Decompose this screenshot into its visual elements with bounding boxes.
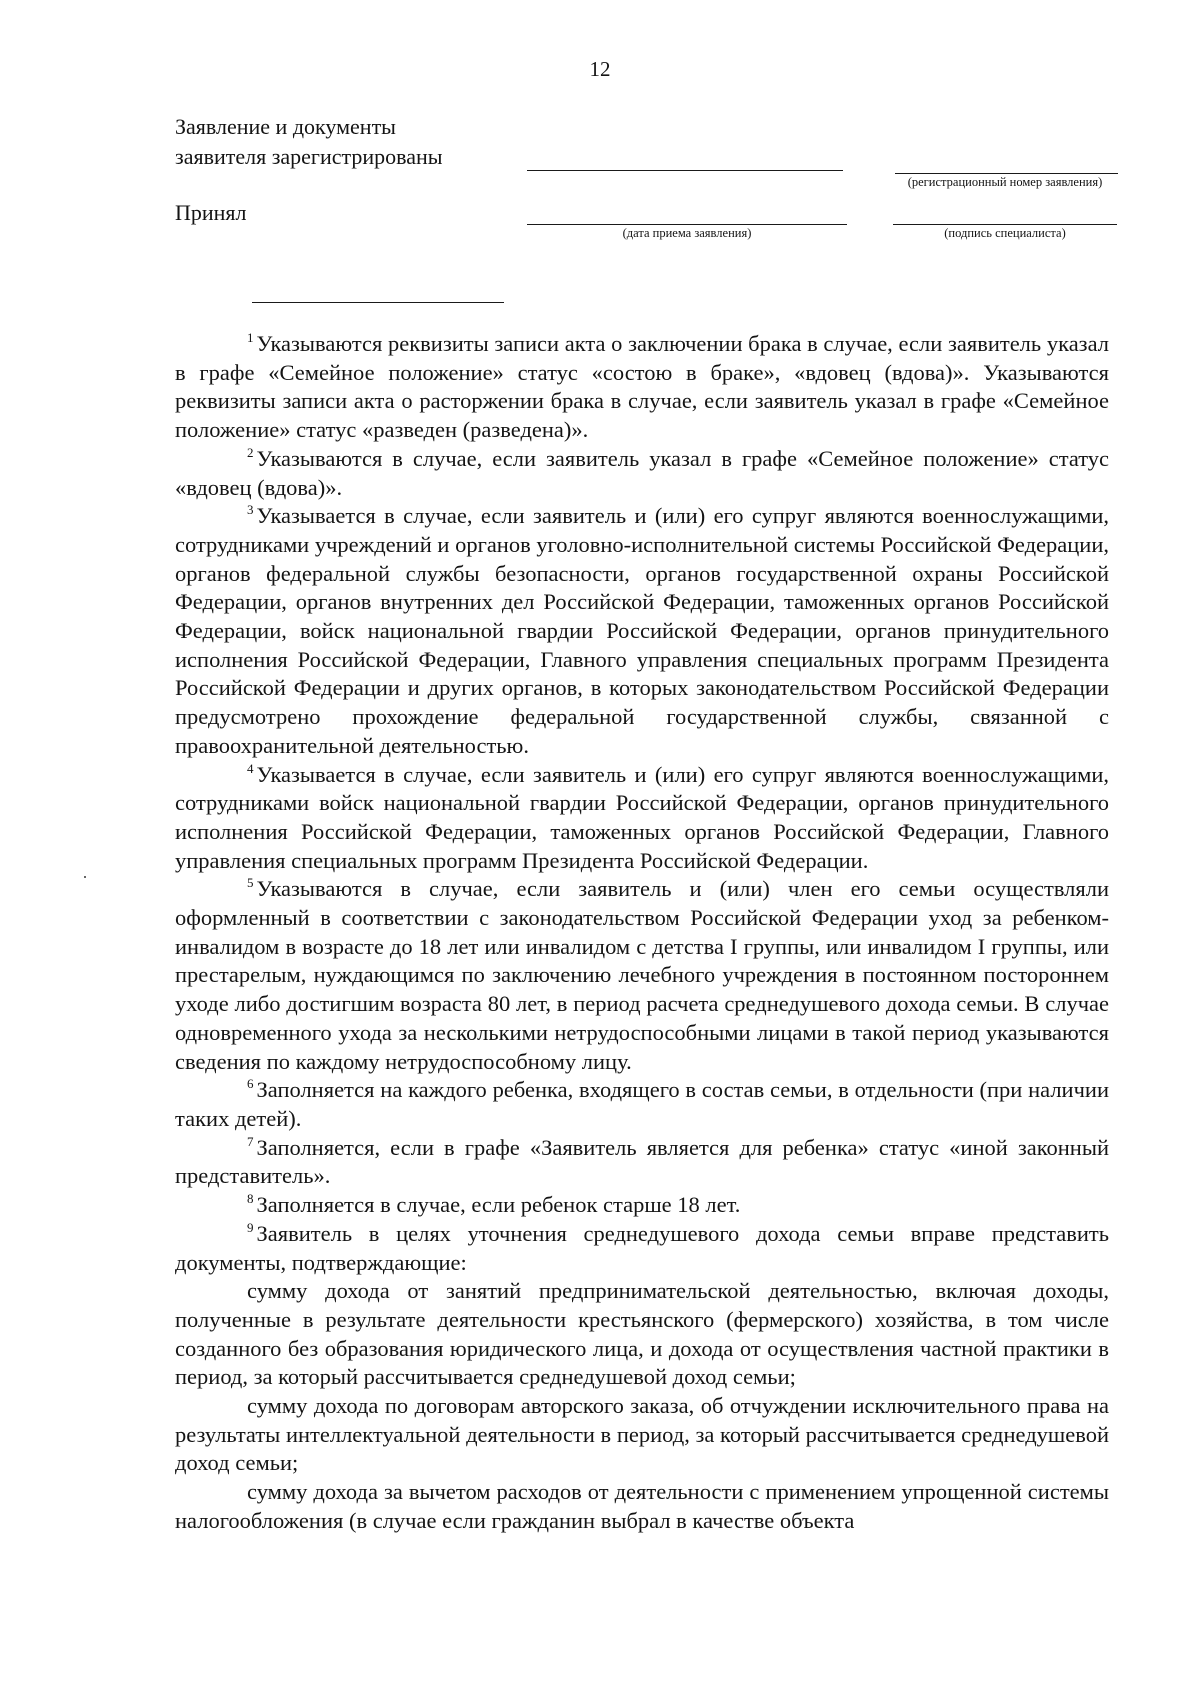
registered-line-1: Заявление и документы <box>175 114 396 139</box>
footnote-marker: 9 <box>247 1219 254 1235</box>
footnote-3 <box>175 502 1109 760</box>
footnote-text: Указывается в случае, если заявитель и (или) его супруг являются военнослужащими, сотрудниками учреждений и органов уголовно-исполнительной системы Российской Федерации, органов федеральной службы безопасности, органов государственной охраны Российской Федерации, органов внутренних дел Российской Федерации, таможенных органов Российской Федерации, войск национальной гвардии Российской Федерации, органов принудительного исполнения Российской Федерации, Главного управления специальных программ Президента Российской Федерации и других органов, в которых законодательством Российской Федерации предусмотрено прохождение федеральной государственной службы, связанной с правоохранительной деятельностью. <box>175 503 1109 758</box>
footnote-9-item-2: сумму дохода по договорам авторского заказа, об отчуждении исключительного права на результаты интеллектуальной деятельности в период, за который рассчитывается среднедушевой доход семьи; <box>175 1393 1109 1476</box>
footnotes-block <box>175 330 1109 1536</box>
footnote-text: Указываются в случае, если заявитель указал в графе «Семейное положение» статус «вдовец (вдова)». <box>175 445 1109 500</box>
date-line <box>527 224 847 225</box>
footnote-marker: 8 <box>247 1191 254 1207</box>
registration-line-blank <box>527 170 843 171</box>
scan-speck <box>84 876 86 878</box>
footnote-5 <box>175 875 1109 1076</box>
footnote-marker: 4 <box>247 760 254 776</box>
footnote-separator <box>252 302 504 303</box>
footnote-text: Заявитель в целях уточнения среднедушевого дохода семьи вправе представить документы, подтверждающие: <box>175 1220 1109 1275</box>
footnote-6 <box>175 1076 1109 1133</box>
footnote-marker: 7 <box>247 1133 254 1149</box>
date-caption: (дата приема заявления) <box>622 226 752 240</box>
footnote-text: Заполняется, если в графе «Заявитель является для ребенка» статус «иной законный представитель». <box>175 1134 1109 1189</box>
reg-number-caption: (регистрационный номер заявления) <box>907 175 1103 189</box>
footnote-text: Указываются реквизиты записи акта о заключении брака в случае, если заявитель указал в графе «Семейное положение» статус «состою в браке», «вдовец (вдова)». Указываются реквизиты записи акта о расторжении брака в случае, если заявитель указал в графе «Семейное положение» статус «разведен (разведена)». <box>175 331 1109 443</box>
footnote-marker: 5 <box>247 875 254 891</box>
footnote-2 <box>175 445 1109 502</box>
accepted-label: Принял <box>175 200 247 225</box>
footnote-marker: 3 <box>247 502 254 518</box>
page-number: 12 <box>589 57 611 81</box>
footnote-7 <box>175 1134 1109 1191</box>
signature-line <box>893 224 1117 225</box>
footnote-text: Заполняется в случае, если ребенок старше 18 лет. <box>256 1192 741 1218</box>
footnote-text: Указываются в случае, если заявитель и (или) член его семьи осуществляли оформленный в соответствии с законодательством Российской Федерации уход за ребенком-инвалидом в возрасте до 18 лет или инвалидом с детства I группы, или инвалидом I группы, или престарелым, нуждающимся по заключению лечебного учреждения в постоянном постороннем уходе либо достигшим возраста 80 лет, в период расчета среднедушевого дохода семьи. В случае одновременного ухода за несколькими нетрудоспособными лицами в такой период указываются сведения по каждому нетрудоспособному лицу. <box>175 876 1109 1074</box>
signature-caption: (подпись специалиста) <box>944 226 1066 240</box>
footnote-9 <box>175 1220 1109 1277</box>
footnote-4 <box>175 761 1109 876</box>
footnote-9-item-3: сумму дохода за вычетом расходов от деятельности с применением упрощенной системы налогообложения (в случае если гражданин выбрал в качестве объекта <box>175 1479 1109 1533</box>
footnote-marker: 2 <box>247 444 254 460</box>
footnote-text: Заполняется на каждого ребенка, входящего в состав семьи, в отдельности (при наличии таких детей). <box>175 1077 1109 1131</box>
footnote-text: Указывается в случае, если заявитель и (или) его супруг являются военнослужащими, сотрудниками войск национальной гвардии Российской Федерации, органов принудительного исполнения Российской Федерации, таможенных органов Российской Федерации, Главного управления специальных программ Президента Российской Федерации. <box>175 761 1109 873</box>
footnote-9-item-1: сумму дохода от занятий предпринимательской деятельностью, включая доходы, полученные в результате деятельности крестьянского (фермерского) хозяйства, в том числе созданного без образования юридического лица, и дохода от осуществления частной практики в период, за который рассчитывается среднедушевой доход семьи; <box>175 1278 1109 1390</box>
registered-line-2: заявителя зарегистрированы <box>175 144 443 169</box>
footnote-marker: 1 <box>247 330 254 345</box>
footnote-8 <box>175 1191 1109 1220</box>
reg-number-line <box>895 173 1118 174</box>
footnote-marker: 6 <box>247 1076 254 1092</box>
footnote-1 <box>175 330 1109 445</box>
